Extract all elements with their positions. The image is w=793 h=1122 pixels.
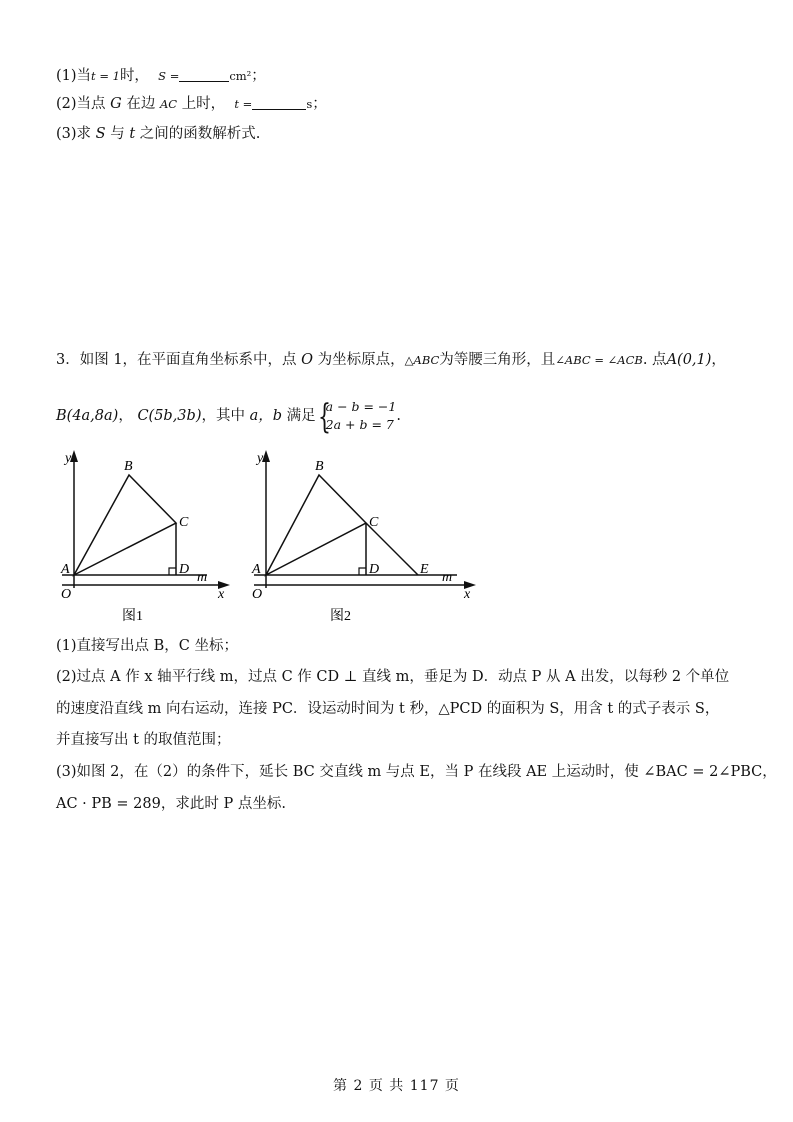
p3-text-satisfy: 满足 xyxy=(286,408,316,424)
fig2-label-c: C xyxy=(369,515,379,530)
equation-system xyxy=(317,397,397,437)
p3-question-2-line2: 的速度沿直线 m 向右运动，连接 PC．设运动时间为 t 秒，△PCD 的面积为 S，用含 t 的式子表示 S， xyxy=(56,701,720,717)
figure-2 xyxy=(242,448,482,628)
q2-mid2: 上时， xyxy=(181,96,226,112)
fig2-label-e: E xyxy=(420,562,429,577)
page-footer: 第 2 页 共 117 页 xyxy=(333,1078,460,1094)
p3-question-3-line2: AC · PB = 289，求此时 P 点坐标. xyxy=(56,796,286,812)
p3-point-a: A(0,1) xyxy=(666,352,712,368)
q1-t-value: t = 1 xyxy=(91,69,120,83)
fig1-label-c: C xyxy=(179,515,189,530)
q3-end: 之间的函数解析式. xyxy=(139,126,261,142)
fig2-label-a: A xyxy=(252,562,261,577)
p3-period: . xyxy=(396,408,401,424)
fig1-triangle-abc xyxy=(74,475,176,575)
fig2-right-angle-icon xyxy=(359,568,366,575)
q3-t: t xyxy=(129,126,136,142)
q1-prefix: (1)当 xyxy=(56,68,92,84)
q2-end: ； xyxy=(312,96,327,112)
fig1-label-m: m xyxy=(197,570,208,585)
fig1-label-o: O xyxy=(61,587,72,602)
p3-text-d: . 点 xyxy=(642,352,667,368)
p3-question-2-line1: (2)过点 A 作 x 轴平行线 m，过点 C 作 CD ⊥ 直线 m，垂足为 D．动点 P 从 A 出发，以每秒 2 个单位 xyxy=(56,669,730,685)
q1-mid: 时， xyxy=(119,68,149,84)
fig1-label-b: B xyxy=(124,459,133,474)
fig1-label-a: A xyxy=(61,562,70,577)
question-2-line xyxy=(56,94,327,114)
p3-question-2-line3: 并直接写出 t 的取值范围； xyxy=(56,732,231,748)
p3-text-c: 为等腰三角形，且 xyxy=(439,352,556,368)
p3-text-b: 为坐标原点， xyxy=(317,352,405,368)
p3-question-1: (1)直接写出点 B，C 坐标； xyxy=(56,638,239,654)
fig2-label-y: y xyxy=(257,451,264,466)
p3-point-b: B(4a,8a) xyxy=(56,408,119,424)
fig2-label-d: D xyxy=(369,562,380,577)
equation-2: 2a + b = 7 xyxy=(325,417,394,432)
problem3-line2 xyxy=(56,397,401,437)
p3-question-3-line1: (3)如图 2，在（2）的条件下，延长 BC 交直线 m 与点 E，当 P 在线段 AE 上运动时，使 ∠BAC = 2∠PBC， xyxy=(56,764,777,780)
q2-prefix: (2)当点 xyxy=(56,96,106,112)
figure-1 xyxy=(52,448,237,628)
p3-text-a: 3．如图 1，在平面直角坐标系中，点 xyxy=(56,352,297,368)
fig2-label-o: O xyxy=(252,587,263,602)
p3-comma-1: ， xyxy=(118,408,133,424)
fig1-caption: 图1 xyxy=(122,609,143,624)
fig2-caption: 图2 xyxy=(330,609,351,624)
q2-ac: AC xyxy=(159,97,178,111)
q2-unit: s xyxy=(306,97,313,111)
q1-end: ； xyxy=(251,68,266,84)
p3-text-e: ， xyxy=(711,352,726,368)
fig2-label-b: B xyxy=(315,459,324,474)
p3-text-where: ，其中 xyxy=(201,408,245,424)
q1-s-eq: S = xyxy=(158,69,180,83)
p3-angle-equation: ∠ABC = ∠ACB xyxy=(555,353,643,367)
question-1-line xyxy=(56,66,266,86)
q2-answer-blank[interactable] xyxy=(252,95,306,110)
q3-prefix: (3)求 xyxy=(56,126,92,142)
fig2-label-x: x xyxy=(464,587,471,602)
question-3-line xyxy=(56,124,260,144)
q1-unit: cm² xyxy=(229,69,252,83)
problem3-line1 xyxy=(56,350,726,370)
q3-s: S xyxy=(95,126,106,142)
fig1-label-y: y xyxy=(65,451,72,466)
fig1-label-d: D xyxy=(179,562,190,577)
equation-1: a − b = −1 xyxy=(325,399,397,414)
p3-point-c: C(5b,3b) xyxy=(137,408,202,424)
fig1-right-angle-icon xyxy=(169,568,176,575)
q2-mid: 在边 xyxy=(126,96,156,112)
q3-mid: 与 xyxy=(110,126,125,142)
q2-t-eq: t = xyxy=(234,97,253,111)
q1-answer-blank[interactable] xyxy=(179,67,229,82)
fig2-triangle-abc xyxy=(266,475,366,575)
fig2-label-m: m xyxy=(442,570,453,585)
fig1-label-x: x xyxy=(218,587,225,602)
p3-origin-o: O xyxy=(301,352,314,368)
p3-vars-ab: a，b xyxy=(249,408,283,424)
brace-icon: { xyxy=(317,397,331,437)
q2-point-g: G xyxy=(110,96,122,112)
p3-triangle-abc: △ABC xyxy=(404,353,440,367)
